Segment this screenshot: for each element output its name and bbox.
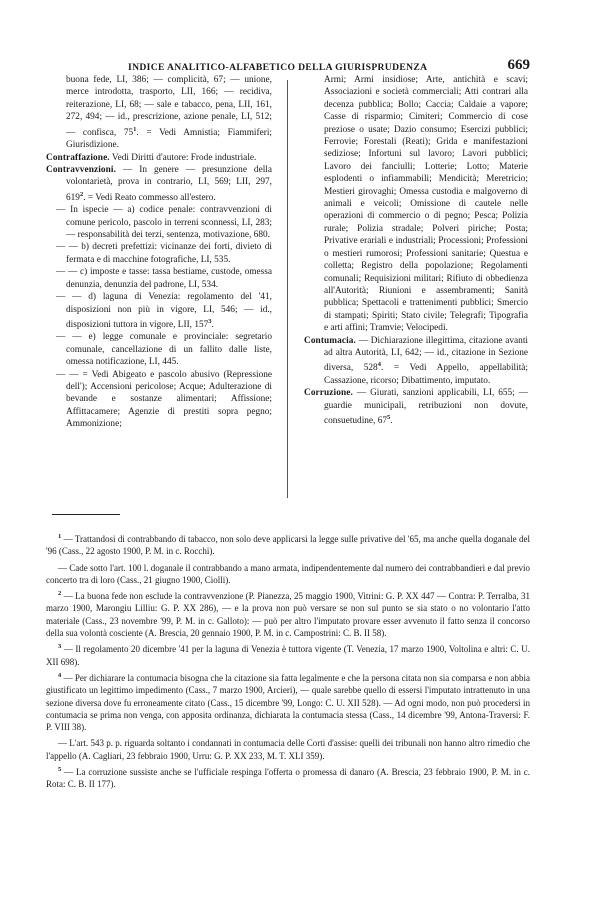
entry-in-ispecie-e: — — e) legge comunale e provinciale: segretario comunale, cancellazione di un fallito dalle liste, omessa notificazione, LI, 445. bbox=[56, 332, 272, 368]
entry-in-ispecie-c: — — c) imposte e tasse: tassa bestiame, custode, omessa denunzia, denunzia del padrone, LI, 534. bbox=[56, 267, 272, 290]
header-title: INDICE ANALITICO-ALFABETICO DELLA GIURISPRUDENZA bbox=[128, 62, 428, 73]
footnote-ref-2[interactable]: 2 bbox=[79, 190, 84, 198]
footnotes bbox=[46, 531, 530, 793]
right-column bbox=[304, 74, 528, 428]
footnote-ref-5[interactable]: 5 bbox=[387, 414, 391, 422]
entry-heading: Contravvenzioni. bbox=[46, 164, 117, 175]
entry-heading: Contumacia. bbox=[304, 335, 356, 346]
entry-heading: Contraffazione. bbox=[46, 152, 110, 163]
left-column bbox=[46, 74, 272, 431]
entry-in-ispecie-a: — In ispecie — a) codice penale: contravvenzioni di comune pericolo, pascolo in terreni sconnessi, LI, 283; — responsabilità dei terzi, sentenza, motivazione, 680. bbox=[56, 205, 272, 241]
footnote: — Cade sotto l'art. 100 l. doganale il contrabbando a mano armata, indipendentemente dal numero dei contrabbandieri e dal previo concerto tra di loro (Cass., 21 giugno 1900, Ciolli). bbox=[46, 562, 530, 585]
footnote-ref-4[interactable]: 4 bbox=[377, 361, 381, 369]
entry-corruzione: Corruzione. — Giurati, sanzioni applicabili, LI, 655; — guardie municipali, retribuzioni non dovute, consuetudine, $67^5$. bbox=[304, 388, 529, 427]
footnote-rule bbox=[52, 514, 120, 515]
entry-in-ispecie-d: — — d) laguna di Venezia: regolamento del '41, disposizioni non più in vigore, LI, 546; — id., disposizioni tuttora in vigore, LII, $157^3$. bbox=[56, 292, 272, 330]
entry-contravvenzioni: Contravvenzioni. — In genere — presunzione della volontarietà, prova in contrario, LI, 569; LII, 297, $619^2$. = Vedi Reato commesso all'estero. bbox=[46, 164, 273, 203]
footnote: $^1$ — Trattandosi di contrabbando di tabacco, non solo deve applicarsi la legge sulle privative del '65, ma anche quella doganale del '96 (Cass., 22 agosto 1900, P. M. in c. Rocchi). bbox=[46, 533, 531, 557]
entry-heading: Corruzione. bbox=[304, 388, 353, 399]
column-divider bbox=[287, 80, 288, 498]
entry-vedi-list: — — = Vedi Abigeato e pascolo abusivo (Repressione dell'); Accensioni pericolose; Acque; Adulterazione di bevande e sostanze alimentari; Affissione; Affittacamere; Agenzie di prestiti sopra pegno; Ammonizione; bbox=[56, 369, 272, 430]
entry-contrabbando-continued: buona fede, LI, 386; — complicità, 67; — unione, merce introdotta, trasporto, LII, 166; — recidiva, reiterazione, LI, 68; — sale e tabacco, pena, LII, 161, 272, 494; — id., prescrizione, azione penale, LI, 512; — confisca, $75^1$. = Vedi Amnistia; Fiammiferi; Giurisdizione. bbox=[66, 75, 272, 151]
entry-vedi-list-continued: Armi; Armi insidiose; Arte, antichità e scavi; Associazioni e società commerciali; Atti contrari alla decenza pubblica; Bollo; Caccia; Caldaie a vapore; Casse di risparmio; Cimiteri; Commercio di cose preziose o usate; Dazio consumo; Esercizi pubblici; Ferrovie; Forestali (Reati); Grida e manifestazioni sediziose; Infortuni sul lavoro; Lavori pubblici; Lavoro dei fanciulli; Lotterie; Lotto; Materie esplodenti o infiammabili; Mendicità; Meretricio; Mestieri girovaghi; Omessa custodia e malgoverno di animali e veicoli; Omissione di cautele nelle operazioni di commercio o di pegno; Pesca; Polizia rurale; Polizia stradale; Polveri piriche; Posta; Privative erariali e industriali; Processioni; Professioni o mestieri rumorosi; Professioni sanitarie; Questua e colletta; Registro della popolazione; Regolamenti comunali; Requisizioni militari; Rifiuto di obbedienza all'Autorità; Riunioni e assembramenti; Sanità pubblica; Spettacoli e trattenimenti pubblici; Smercio di stampati; Spiriti; Stato civile; Telegrafi; Tipografia e arti affini; Tramvie; Velocipedi. bbox=[324, 75, 528, 334]
footnote: $^4$ — Per dichiarare la contumacia bisogna che la citazione sia fatta legalmente e che la persona citata non sia comparsa e non abbia giustificato un legittimo impedimento (Cass., 7 marzo 1900, Arcieri), — quale sarebbe quello di essersi l'imputato intrattenuto in una sezione diversa dove fu erroneamente citato (Cass., 15 dicembre '99, Longo: C. U. XII 528). — Ad ogni modo, non può procedersi in contumacia se prima non venga, con apposita ordinanza, dichiarata la contumacia stessa (Cass., 14 dicembre '99, Antona-Traversi: F. P. VIII 38). bbox=[46, 671, 530, 733]
footnote: $^3$ — Il regolamento 20 dicembre '41 per la laguna di Venezia è tuttora vigente (T. Venezia, 17 marzo 1900, Voltolina e altri: C. U. XII 698). bbox=[46, 643, 530, 667]
footnote: $^2$ — La buona fede non esclude la contravvenzione (P. Pianezza, 25 maggio 1900, Vitrini: G. P. XX 447 — Contra: P. Terralba, 31 marzo 1900, Marongiu Lilliu: G. P. XX 286), — e la prova non può versare se non sul punto se sia stato o no volontario l'atto materiale (Cass., 23 novembre '99, P. M. in c. Galloto): — può per altro l'imputato provare esser avvenuto il fatto senza il concorso della sua volontà cosciente (A. Brescia, 20 gennaio 1900, P. M. in c. Campostrini: C. B. II 58). bbox=[46, 590, 531, 639]
footnote-ref-3[interactable]: 3 bbox=[208, 317, 212, 325]
footnote: $^5$ — La corruzione sussiste anche se l'ufficiale respinga l'offerta o promessa di danaro (A. Brescia, 23 febbraio 1900, P. M. in c. Rota: C. B. II 177). bbox=[46, 766, 531, 790]
entry-in-ispecie-b: — — b) decreti prefettizi: vicinanze dei forti, divieto di fermata e di macchine fotografiche, LI, 535. bbox=[56, 242, 272, 265]
entry-contraffazione: Contraffazione. Vedi Diritti d'autore: Frode industriale. bbox=[46, 152, 257, 163]
footnote: — L'art. 543 p. p. riguarda soltanto i condannati in contumacia delle Corti d'assise: quelli dei tribunali non hanno altro rimedio che l'appello (A. Cagliari, 23 febbraio 1900, Urru: G. P. XX 233, M. T. XLI 359). bbox=[46, 738, 530, 761]
footnote-ref-1[interactable]: 1 bbox=[133, 125, 137, 133]
page-number: 669 bbox=[507, 57, 530, 73]
entry-contumacia: Contumacia. — Dichiarazione illegittima, citazione avanti ad altra Autorità, LI, 642; — id., citazione in Sezione diversa, $528^4$. = Vedi Appello, appellabilità; Cassazione, ricorso; Dibattimento, imputato. bbox=[304, 335, 528, 386]
